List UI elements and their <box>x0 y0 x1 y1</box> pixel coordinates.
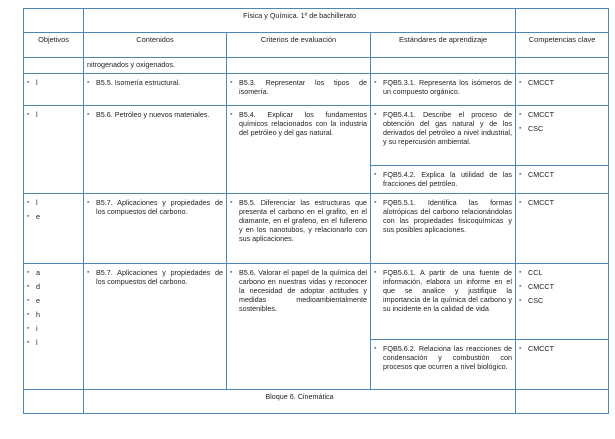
table-row <box>24 194 609 264</box>
square-bullet-icon: ▪ <box>27 311 30 318</box>
column-header-objetivos: Objetivos <box>24 33 84 58</box>
competencias-cell: ▪ CMCCT <box>516 166 609 194</box>
square-bullet-icon: ▪ <box>230 79 233 86</box>
objetivos-cell <box>24 74 84 106</box>
square-bullet-icon: ▪ <box>27 213 30 220</box>
square-bullet-icon: ▪ <box>27 79 30 86</box>
competencias-cell: ▪ CMCCT ▪ CSC <box>516 106 609 166</box>
estandar-cell: ▪ FQB5.4.2. Explica la utilidad de las fracciones del petróleo. <box>371 166 516 194</box>
objetivo-item: ▪ l <box>27 78 38 87</box>
objetivos-cell: ▪ l ▪ e <box>24 194 84 264</box>
square-bullet-icon: ▪ <box>519 171 522 178</box>
square-bullet-icon: ▪ <box>27 111 30 118</box>
square-bullet-icon: ▪ <box>27 283 30 290</box>
estandar-cell: ▪ FQB5.5.1. Identifica las formas alotrópicas del carbono relacionándolas con las propiedades fisicoquímicas y sus posibles aplicaciones. <box>371 194 516 264</box>
criterio-cell: ▪ B5.5. Diferenciar las estructuras que presenta el carbono en el grafito, en el diamante, en el grafeno, en el fullereno y en los nanotubos, y relacionarlo con sus aplicaciones. <box>227 194 371 264</box>
square-bullet-icon: ▪ <box>519 297 522 304</box>
contenido-cell: ▪ B5.5. Isomería estructural. <box>84 74 227 106</box>
square-bullet-icon: ▪ <box>230 269 233 276</box>
square-bullet-icon: ▪ <box>519 125 522 132</box>
contenido-cell: ▪ B5.7. Aplicaciones y propiedades de los compuestos del carbono. <box>84 194 227 264</box>
square-bullet-icon: ▪ <box>519 79 522 86</box>
square-bullet-icon: ▪ <box>374 269 377 276</box>
criterio-cell: ▪ B5.3. Representar los tipos de isomería. <box>227 74 371 106</box>
square-bullet-icon: ▪ <box>519 283 522 290</box>
column-header-competencias: Competencias clave <box>516 33 609 58</box>
square-bullet-icon: ▪ <box>374 345 377 352</box>
square-bullet-icon: ▪ <box>519 345 522 352</box>
square-bullet-icon: ▪ <box>27 325 30 332</box>
column-header-estandares: Estándares de aprendizaje <box>371 33 516 58</box>
column-header-row <box>24 33 609 58</box>
square-bullet-icon: ▪ <box>374 199 377 206</box>
square-bullet-icon: ▪ <box>87 269 90 276</box>
estandar-cell: ▪ FQB5.3.1. Representa los isómeros de un compuesto orgánico. <box>371 74 516 106</box>
table-title: Física y Química. 1º de bachillerato <box>84 9 516 33</box>
contenido-cell: ▪ B5.6. Petróleo y nuevos materiales. <box>84 106 227 194</box>
estandar-cell: ▪ FQB5.6.2. Relaciona las reacciones de condensación y combustión con procesos que ocurren a nivel biológico. <box>371 340 516 390</box>
objetivos-cell: ▪ a ▪ d ▪ e ▪ h ▪ i ▪ l <box>24 264 84 390</box>
competencias-cell: ▪ CMCCT <box>516 194 609 264</box>
objetivos-cell: ▪ l <box>24 106 84 194</box>
criterio-cell: ▪ B5.4. Explicar los fundamentos químicos relacionados con la industria del petróleo y del gas natural. <box>227 106 371 194</box>
continuation-text: nitrogenados y oxigenados. <box>84 58 227 74</box>
square-bullet-icon: ▪ <box>27 297 30 304</box>
table-title-row <box>24 9 609 33</box>
estandar-cell: ▪ FQB5.4.1. Describe el proceso de obtención del gas natural y de los derivados del petróleo a nivel industrial, y su repercusión ambiental. <box>371 106 516 166</box>
square-bullet-icon: ▪ <box>27 339 30 346</box>
estandar-cell: ▪ FQB5.6.1. A partir de una fuente de información, elabora un informe en el que se analice y justifique la importancia de la química del carbono y su incidente en la calidad de vida <box>371 264 516 340</box>
square-bullet-icon: ▪ <box>87 79 90 86</box>
contenido-cell: ▪ B5.7. Aplicaciones y propiedades de los compuestos del carbono. <box>84 264 227 390</box>
square-bullet-icon: ▪ <box>27 269 30 276</box>
blank-corner-cell <box>516 9 609 33</box>
block-heading: Bloque 6. Cinemática <box>84 390 516 414</box>
square-bullet-icon: ▪ <box>27 199 30 206</box>
curriculum-table <box>23 8 609 414</box>
square-bullet-icon: ▪ <box>519 269 522 276</box>
column-header-criterios: Criterios de evaluación <box>227 33 371 58</box>
table-row <box>24 264 609 340</box>
square-bullet-icon: ▪ <box>519 199 522 206</box>
table-row <box>24 74 609 106</box>
square-bullet-icon: ▪ <box>519 111 522 118</box>
square-bullet-icon: ▪ <box>374 111 377 118</box>
square-bullet-icon: ▪ <box>87 111 90 118</box>
competencias-cell: ▪ CMCCT <box>516 340 609 390</box>
square-bullet-icon: ▪ <box>230 111 233 118</box>
block-footer-row <box>24 390 609 414</box>
competencias-cell: ▪ CMCCT <box>516 74 609 106</box>
column-header-contenidos: Contenidos <box>84 33 227 58</box>
square-bullet-icon: ▪ <box>87 199 90 206</box>
square-bullet-icon: ▪ <box>374 79 377 86</box>
continuation-row <box>24 58 609 74</box>
table-row <box>24 106 609 166</box>
square-bullet-icon: ▪ <box>230 199 233 206</box>
criterio-cell: ▪ B5.6. Valorar el papel de la química del carbono en nuestras vidas y reconocer la necesidad de adoptar actitudes y medidas medioambientalmente sostenibles. <box>227 264 371 390</box>
competencias-cell: ▪ CCL ▪ CMCCT ▪ CSC <box>516 264 609 340</box>
square-bullet-icon: ▪ <box>374 171 377 178</box>
blank-corner-cell <box>24 9 84 33</box>
